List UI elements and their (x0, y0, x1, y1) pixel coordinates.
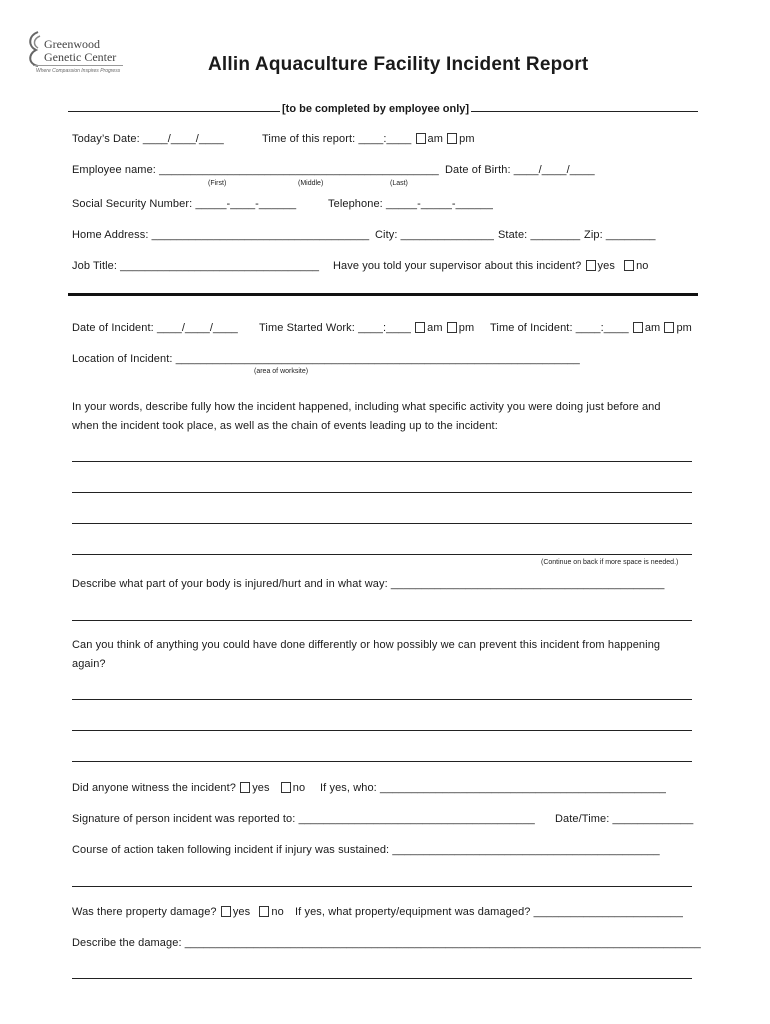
area-of-worksite-label: (area of worksite) (254, 368, 309, 375)
ssn-field[interactable]: Social Security Number: _____-____-______ (72, 198, 297, 210)
continue-note: (Continue on back if more space is needed.) (541, 559, 679, 566)
last-name-label: (Last) (390, 180, 408, 187)
telephone-field[interactable]: Telephone: _____-_____-______ (328, 198, 493, 210)
witness-question (72, 782, 305, 794)
witness-who-field[interactable]: If yes, who: ______________________________________________ (320, 782, 667, 794)
no-label: no (271, 906, 284, 918)
state-field[interactable]: State: ________ (498, 229, 581, 241)
course-of-action-field[interactable]: Course of action taken following incident if injury was sustained: ___________________________________________ (72, 844, 660, 856)
pm-label: pm (458, 322, 475, 334)
signature-field[interactable]: Signature of person incident was reported to: ______________________________________ (72, 813, 535, 825)
describe-incident-question: In your words, describe fully how the incident happened, including what specific activity you were doing just before and (72, 401, 661, 413)
logo-tagline: Where Compassion Inspires Progress (36, 68, 121, 74)
witness-no-checkbox[interactable] (281, 782, 291, 793)
time-of-incident-field (490, 322, 692, 334)
yes-label: yes (597, 260, 615, 272)
answer-line[interactable] (72, 461, 692, 462)
body-injury-field[interactable]: Describe what part of your body is injured/hurt and in what way: ____________________________________________ (72, 578, 665, 590)
pm-checkbox[interactable] (447, 322, 457, 333)
answer-line[interactable] (72, 886, 692, 887)
no-label: no (636, 260, 649, 272)
describe-damage-field[interactable]: Describe the damage: ___________________________________________________________________________________ (72, 937, 701, 949)
am-checkbox[interactable] (415, 322, 425, 333)
supervisor-no-checkbox[interactable] (624, 260, 634, 271)
supervisor-question-label: Have you told your supervisor about this incident? (333, 260, 582, 272)
time-of-report-input[interactable]: Time of this report: ____:____ (262, 133, 412, 145)
employee-name-field[interactable]: Employee name: _____________________________________________ (72, 164, 439, 176)
witness-question-label: Did anyone witness the incident? (72, 782, 237, 794)
logo-text: Genetic Center (44, 50, 117, 64)
answer-line[interactable] (72, 620, 692, 621)
page-title: Allin Aquaculture Facility Incident Report (208, 54, 589, 75)
supervisor-question (333, 260, 649, 272)
time-of-incident-input[interactable]: Time of Incident: ____:____ (490, 322, 629, 334)
property-damage-question (72, 906, 284, 918)
prevent-question: Can you think of anything you could have done differently or how possibly we can prevent this incident from happening (72, 639, 661, 651)
pm-label: pm (676, 322, 692, 334)
property-no-checkbox[interactable] (259, 906, 269, 917)
property-damaged-field[interactable]: If yes, what property/equipment was damaged? ________________________ (295, 906, 683, 918)
time-of-report-field (262, 133, 475, 145)
no-label: no (292, 782, 306, 794)
answer-line[interactable] (72, 699, 692, 700)
section-divider (68, 293, 698, 296)
prevent-question: again? (72, 658, 106, 670)
answer-line[interactable] (72, 761, 692, 762)
job-title-field[interactable]: Job Title: ________________________________ (72, 260, 320, 272)
time-started-work-input[interactable]: Time Started Work: ____:____ (259, 322, 411, 334)
first-name-label: (First) (208, 180, 227, 187)
yes-label: yes (252, 782, 270, 794)
property-yes-checkbox[interactable] (221, 906, 231, 917)
am-checkbox[interactable] (416, 133, 426, 144)
zip-field[interactable]: Zip: ________ (584, 229, 656, 241)
answer-line[interactable] (72, 523, 692, 524)
answer-line[interactable] (72, 730, 692, 731)
date-time-field[interactable]: Date/Time: _____________ (555, 813, 694, 825)
answer-line[interactable] (72, 492, 692, 493)
logo-divider (33, 65, 123, 66)
time-started-work-field (259, 322, 474, 334)
pm-checkbox[interactable] (447, 133, 457, 144)
home-address-field[interactable]: Home Address: ___________________________________ (72, 229, 370, 241)
todays-date-field[interactable]: Today’s Date: ____/____/____ (72, 133, 224, 145)
middle-name-label: (Middle) (298, 180, 324, 187)
pm-label: pm (459, 133, 475, 145)
answer-line[interactable] (72, 554, 692, 555)
logo-mark-icon (26, 30, 42, 68)
location-of-incident-field[interactable]: Location of Incident: _________________________________________________________________ (72, 353, 580, 365)
am-label: am (427, 322, 443, 334)
yes-label: yes (232, 906, 251, 918)
property-damage-label: Was there property damage? (72, 906, 217, 918)
date-of-birth-field[interactable]: Date of Birth: ____/____/____ (445, 164, 595, 176)
pm-checkbox[interactable] (664, 322, 674, 333)
logo-text: Greenwood (44, 37, 100, 51)
supervisor-yes-checkbox[interactable] (586, 260, 596, 271)
answer-line[interactable] (72, 978, 692, 979)
witness-yes-checkbox[interactable] (240, 782, 250, 793)
city-field[interactable]: City: _______________ (375, 229, 494, 241)
am-label: am (427, 133, 443, 145)
am-checkbox[interactable] (633, 322, 643, 333)
page-subtitle: [to be completed by employee only] (282, 103, 470, 115)
describe-incident-question: when the incident took place, as well as the chain of events leading up to the incident: (72, 420, 498, 432)
date-of-incident-field[interactable]: Date of Incident: ____/____/____ (72, 322, 238, 334)
am-label: am (644, 322, 661, 334)
